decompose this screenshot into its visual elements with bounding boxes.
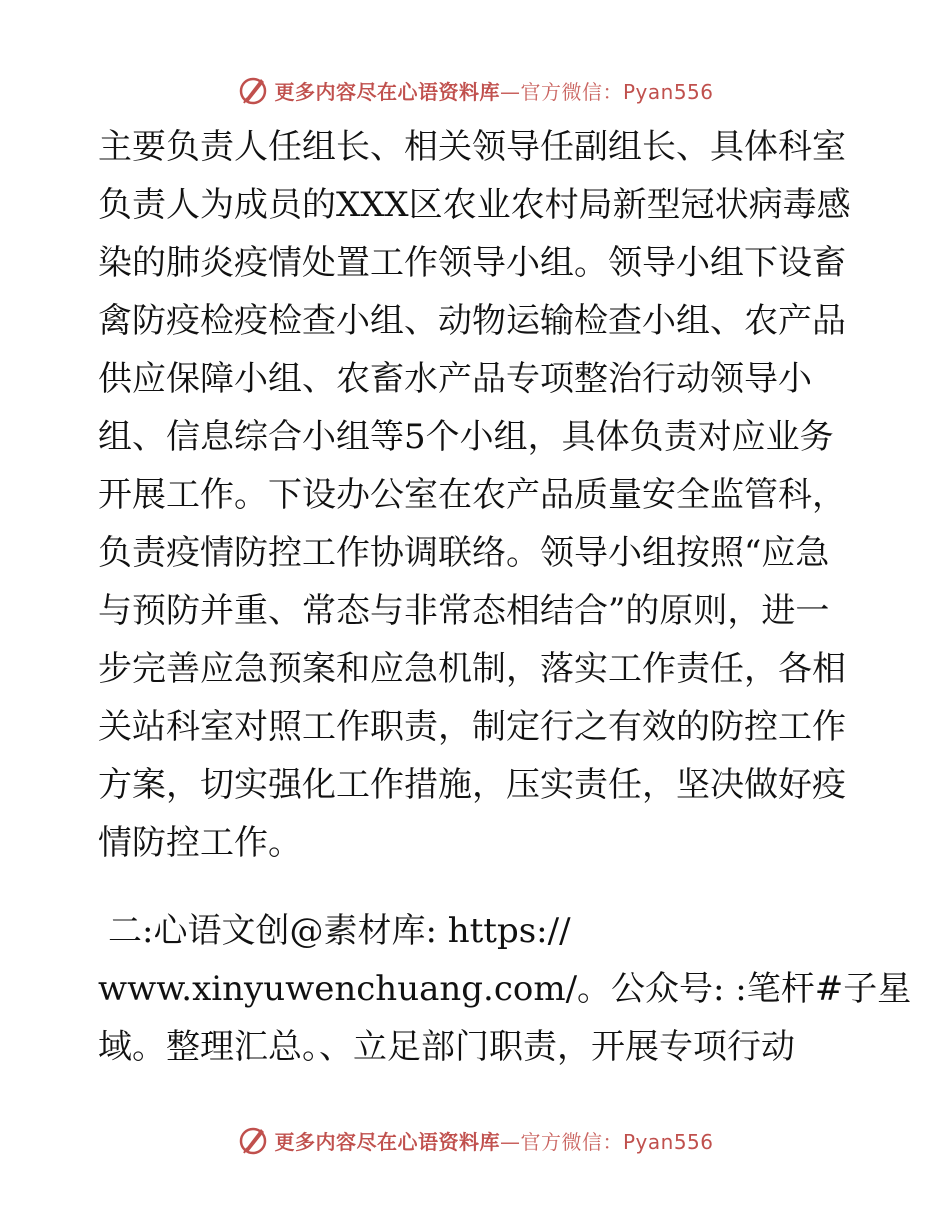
text-line: 负责疫情防控工作协调联络。领导小组按照“应急 [98, 533, 830, 573]
watermark-text [274, 76, 713, 105]
text-line: 禽防疫检疫检查小组、动物运输检查小组、农产品 [98, 301, 846, 341]
watermark-main: 更多内容尽在心语资料库 [274, 1129, 500, 1154]
text-line: 关站科室对照工作职责，制定行之有效的防控工作 [98, 707, 846, 747]
text-line: 供应保障小组、农畜水产品专项整治行动领导小 [98, 359, 812, 399]
footer-watermark [0, 1120, 950, 1160]
text-line: 情防控工作。 [98, 823, 302, 863]
quill-pen-circle-icon [236, 73, 270, 107]
text-line: 步完善应急预案和应急机制，落实工作责任，各相 [98, 649, 846, 689]
watermark-label: 官方微信： [520, 79, 623, 104]
text-line: 组、信息综合小组等5个小组，具体负责对应业务 [98, 417, 834, 457]
text-line: 与预防并重、常态与非常态相结合”的原则，进一 [98, 591, 830, 631]
watermark-main: 更多内容尽在心语资料库 [274, 79, 500, 104]
text-line: 主要负责人任组长、相关领导任副组长、具体科室 [98, 127, 846, 167]
text-line: 二:心语文创@素材库: https:// [108, 911, 571, 951]
paragraph-gap [98, 872, 858, 902]
text-line: www.xinyuwenchuang.com/。公众号: :笔杆#子星 [98, 969, 912, 1009]
watermark-dash: — [499, 1129, 521, 1154]
text-line: 开展工作。下设办公室在农产品质量安全监管科， [98, 475, 846, 515]
watermark-label: 官方微信： [520, 1129, 623, 1154]
text-line: 染的肺炎疫情处置工作领导小组。领导小组下设畜 [98, 243, 846, 283]
text-line: 方案，切实强化工作措施，压实责任，坚决做好疫 [98, 765, 846, 805]
header-watermark [0, 70, 950, 110]
quill-pen-circle-icon [236, 1123, 270, 1157]
text-line: 负责人为成员的XXX区农业农村局新型冠状病毒感 [98, 185, 851, 225]
document-body [98, 118, 912, 1076]
text-line: 域。整理汇总。、立足部门职责，开展专项行动 [98, 1027, 795, 1067]
watermark-text [274, 1126, 713, 1155]
watermark-dash: — [499, 79, 521, 104]
watermark-wechat-id: Pyan556 [622, 1129, 714, 1154]
watermark-wechat-id: Pyan556 [622, 79, 714, 104]
paragraph-2 [98, 902, 912, 1076]
paragraph-1 [98, 118, 858, 872]
